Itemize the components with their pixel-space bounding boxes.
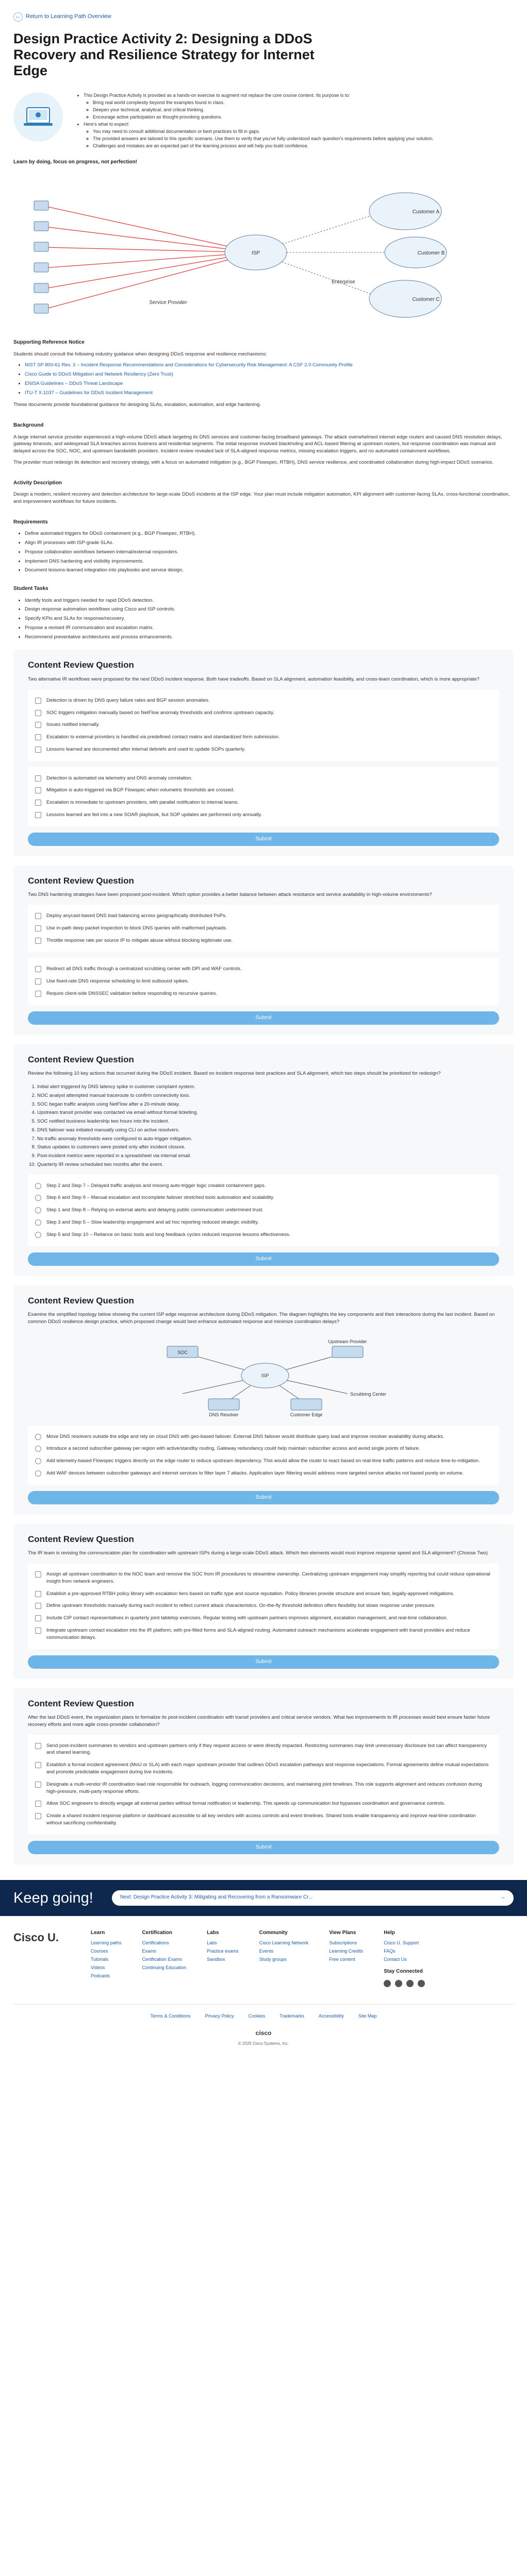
footer xyxy=(0,1916,527,2067)
option-label: Step 1 and Step 8 – Relying on external alerts and delaying public communication undermined trust. xyxy=(46,1207,264,1213)
background-title: Background xyxy=(13,422,44,429)
answer-option[interactable] xyxy=(35,809,492,821)
footer-link[interactable]: Events xyxy=(259,1948,274,1954)
submit-button[interactable]: Submit xyxy=(28,833,499,846)
legal-link[interactable]: Site Map xyxy=(358,2013,377,2019)
step-item: 1. Initial alert triggered by DNS latency spike in customer complaint system. xyxy=(37,1083,499,1091)
question-title: Content Review Question xyxy=(28,660,134,670)
submit-button[interactable]: Submit xyxy=(28,1252,499,1266)
social-icon[interactable] xyxy=(384,1980,391,1987)
option-label: Assign all upstream coordination to the NOC team and remove the SOC from IR procedures to streamline ownership. Centralizing upstream engagement may simplify reporting but could reduce operational insight from network engineers. xyxy=(46,1571,490,1584)
diagram-label: Upstream Provider xyxy=(328,1338,367,1344)
checkbox[interactable] xyxy=(35,800,41,806)
answer-option[interactable] xyxy=(35,694,492,707)
question-text: Examine the simplified topology below showing the current ISP edge response architecture during DDoS mitigation. The diagram highlights the key components and their interactions during the last incident. Based on common DDoS resilience design practice, which proposed change would best enhance automated response and minimize coordination delays? xyxy=(28,1312,495,1325)
diagram-label: Customer B xyxy=(417,250,445,257)
answer-option[interactable] xyxy=(35,1455,492,1467)
step-item: 4. Upstream transit provider was contacted via email without formal ticketing. xyxy=(37,1109,499,1116)
answer-option[interactable] xyxy=(35,963,492,975)
option-group xyxy=(28,958,499,1005)
intro-bullet: ◦ The provided answers are tailored to this specific scenario. Use them to verify that you've fully understood each question's requirements before applying your solution. xyxy=(93,135,434,142)
intro-bullet: • Here's what to expect: xyxy=(84,121,434,128)
copyright: © 2025 Cisco Systems, Inc. xyxy=(238,2041,289,2046)
back-link[interactable] xyxy=(0,0,527,31)
intro-bullet: • This Design Practice Activity is provided as a hands-on exercise to augment not replace the core course content. Its purpose is to: xyxy=(84,92,434,99)
footer-link[interactable]: Continuing Education xyxy=(142,1965,187,1971)
checkbox[interactable] xyxy=(35,1743,41,1749)
option-label: Step 5 and Step 10 – Reliance on basic tools and long feedback cycles reduced response lessons effectiveness. xyxy=(46,1231,291,1238)
question-text: Review the following 10 key actions that occurred during the DDoS incident. Based on incident response best practices and SLA alignment, which two steps should be prioritized for redesign? xyxy=(28,1071,441,1077)
option-label: Issues notified internally. xyxy=(46,722,100,728)
requirement-item: • Implement DNS hardening and visibility improvements. xyxy=(25,558,514,565)
footer-link[interactable]: Cisco Learning Network xyxy=(259,1940,309,1946)
intro xyxy=(0,79,527,150)
option-group xyxy=(28,1563,499,1649)
checkbox[interactable] xyxy=(35,1801,41,1807)
legal-link[interactable]: Trademarks xyxy=(279,2013,304,2019)
checkbox[interactable] xyxy=(35,1813,41,1819)
step-item: 10. Quarterly IR review scheduled two months after the event. xyxy=(37,1161,499,1168)
footer-link[interactable]: Free content xyxy=(329,1957,355,1962)
intro-text xyxy=(74,92,434,150)
answer-option[interactable] xyxy=(35,1443,492,1455)
footer-link[interactable]: FAQs xyxy=(384,1948,396,1954)
submit-button[interactable]: Submit xyxy=(28,1491,499,1504)
network-diagram xyxy=(13,175,514,330)
submit-button[interactable]: Submit xyxy=(28,1011,499,1025)
social-icon[interactable] xyxy=(418,1980,425,1987)
answer-option[interactable] xyxy=(35,1192,492,1204)
option-label: Add telemetry-based Flowspec triggers directly on the edge router to reduce upstream dependency. This would allow the router to react based on real-time traffic patterns and reduce time-to-mitigation. xyxy=(46,1458,480,1464)
activity-text: Design a modern, resilient recovery and detection architecture for large-scale DDoS incidents at the ISP edge. Your plan must include mitigation automation, KPI alignment with customer-facing SLAs, cross-functional coordination, and improvement workflows for future incidents. xyxy=(13,492,510,504)
checkbox[interactable] xyxy=(35,1762,41,1768)
checkbox[interactable] xyxy=(35,913,41,919)
intro-bullet: ◦ Bring real world complexity beyond the examples found in class. xyxy=(93,99,434,106)
footer-link[interactable]: Courses xyxy=(91,1948,108,1954)
task-item: • Identify tools and triggers needed for rapid DDoS detection. xyxy=(25,597,514,604)
diagram-label: Service Provider xyxy=(149,300,187,306)
question-title: Content Review Question xyxy=(28,1698,134,1708)
diagram-label: SOC xyxy=(177,1349,188,1355)
legal-link[interactable]: Privacy Policy xyxy=(205,2013,234,2019)
question-title: Content Review Question xyxy=(28,875,134,886)
reference-title: Supporting Reference Notice xyxy=(13,340,85,346)
answer-option[interactable] xyxy=(35,743,492,756)
requirement-item: • Document lessons-learned integration into playbooks and service design. xyxy=(25,567,514,574)
option-label: Detection is driven by DNS query failure rates and BGP session anomalies. xyxy=(46,697,210,703)
option-group xyxy=(28,767,499,826)
footer-link[interactable]: Sandbox xyxy=(207,1957,225,1962)
footer-column-title: Labs xyxy=(207,1929,219,1936)
reference-text: Students should consult the following industry guidance when designing DDoS response and resilience mechanisms: xyxy=(13,351,267,357)
activity-section xyxy=(0,470,527,505)
footer-link[interactable]: Certification Exams xyxy=(142,1957,183,1962)
reference-link[interactable]: Cisco Guide to DDoS Mitigation and Network Resiliency (Zero Trust) xyxy=(25,371,173,378)
question-card xyxy=(13,866,514,1035)
question-text: Two DNS hardening strategies have been proposed post-incident. Which option provides a better balance between attack resistance and service availability in high-volume environments? xyxy=(28,892,432,898)
footer-link[interactable]: Learning paths xyxy=(91,1940,122,1946)
diagram-label: Customer A xyxy=(412,209,440,215)
keep-going-banner xyxy=(0,1880,527,1916)
option-label: Use fixed-rate DNS response scheduling to limit outbound spikes. xyxy=(46,978,189,985)
option-label: Define upstream thresholds manually during each incident to reflect current attack characteristics. On-the-fly threshold definition offers flexibility but slows response under pressure. xyxy=(46,1603,436,1609)
footer-column-title: Community xyxy=(259,1929,288,1936)
checkbox[interactable] xyxy=(35,1615,41,1621)
legal-link[interactable]: Cookies xyxy=(248,2013,266,2019)
option-label: Introduce a second subscriber gateway per region with active/standby routing. Gateway redundancy could help maintain subscriber access and avoid single points of failure. xyxy=(46,1446,420,1452)
submit-button[interactable]: Submit xyxy=(28,1841,499,1854)
question-text: After the last DDoS event, the organization plans to formalize its post-incident coordination with transit providers and critical service vendors. What two improvements to IR processes would best ensure faster future recovery efforts and more agile cross-provider collaboration? xyxy=(28,1715,490,1727)
answer-option[interactable] xyxy=(35,1624,492,1644)
option-label: Designate a multi-vendor IR coordination lead role responsible for outreach, logging communication decisions, and maintaining joint timelines. This role supports alignment and reduces confusion during high-pressure, multi-party response efforts. xyxy=(46,1781,482,1794)
checkbox[interactable] xyxy=(35,710,41,716)
option-label: Use in-path deep packet inspection to block DNS queries with malformed payloads. xyxy=(46,925,227,931)
checkbox[interactable] xyxy=(35,698,41,704)
option-label: Add WAF devices between subscriber gateways and internet services to filter layer 7 attacks. Application layer filtering would address more targeted service attacks not based purely on volume. xyxy=(46,1470,464,1477)
reference-section xyxy=(0,330,527,409)
answer-option[interactable] xyxy=(35,922,492,935)
radio-button[interactable] xyxy=(35,1183,41,1189)
diagram-label: Customer Edge xyxy=(290,1412,323,1417)
option-label: Establish a formal incident agreement (MoU or SLA) with each major upstream provider that outlines DDoS escalation pathways and response expectations. Formal agreements define mutual expectations and promote predictable engagement during live incidents. xyxy=(46,1762,489,1775)
question-text: The IR team is revising the communication plan for coordination with upstream ISPs during a large-scale DDoS attack. Which two elements would most improve response speed and SLA alignment? (Choose Two) xyxy=(28,1550,488,1556)
footer-link[interactable]: Learning Credits xyxy=(329,1948,364,1954)
arrow-left-icon: ← xyxy=(13,12,23,22)
option-label: Lessons learned are fed into a new SOAR playbook, but SOP updates are performed only annually. xyxy=(46,811,262,818)
option-label: Move DNS resolvers outside the edge and rely on cloud DNS with geo-based failover. External DNS failover would distribute query load and improve resolver availability during attacks. xyxy=(46,1433,444,1439)
intro-bullet: ◦ Challenges and mistakes are an expected part of the learning process and will help you build confidence. xyxy=(93,143,434,149)
checkbox[interactable] xyxy=(35,991,41,997)
option-group xyxy=(28,1426,499,1485)
requirements-title: Requirements xyxy=(13,519,48,525)
checkbox[interactable] xyxy=(35,1571,41,1578)
checkbox[interactable] xyxy=(35,1603,41,1609)
question-text: Two alternative IR workflows were proposed for the next DDoS incident response. Both have tradeoffs. Based on SLA alignment, automation feasibility, and cross-team coordination, which is more appropriate? xyxy=(28,676,480,682)
step-item: 6. DNS failover was initiated manually using CLI on active resolvers. xyxy=(37,1127,499,1134)
checkbox[interactable] xyxy=(35,747,41,753)
footer-link[interactable]: Tutorials xyxy=(91,1957,109,1962)
social-icon[interactable] xyxy=(395,1980,402,1987)
answer-option[interactable] xyxy=(35,1180,492,1192)
radio-button[interactable] xyxy=(35,1446,41,1452)
answer-option[interactable] xyxy=(35,1759,492,1778)
intro-bullet: ◦ You may need to consult additional documentation or best practices to fill in gaps. xyxy=(93,128,434,135)
answer-option[interactable] xyxy=(35,784,492,796)
requirement-item: • Define automated triggers for DDoS containment (e.g., BGP Flowspec, RTBH). xyxy=(25,530,514,537)
task-item: • Specify KPIs and SLAs for response/recovery. xyxy=(25,615,514,622)
footer-column xyxy=(142,1929,187,1989)
option-label: SOC triggers mitigation manually based on NetFlow anomaly thresholds and confirms upstream capacity. xyxy=(46,709,274,716)
background-section xyxy=(0,413,527,466)
task-item: • Design response automation workflows using Cisco and ISP controls. xyxy=(25,606,514,613)
answer-option[interactable] xyxy=(35,1778,492,1798)
option-label: Throttle response rate per source IP to mitigate abuse without blocking legitimate use. xyxy=(46,937,233,943)
intro-bullet: ◦ Encourage active participation as thought-provoking questions. xyxy=(93,114,434,121)
footer-link[interactable]: Subscriptions xyxy=(329,1940,357,1946)
checkbox[interactable] xyxy=(35,978,41,985)
learn-tagline: Learn by doing, focus on progress, not perfection! xyxy=(13,159,138,165)
step-item: 5. SOC notified business leadership two hours into the incident. xyxy=(37,1118,499,1125)
option-label: Redirect all DNS traffic through a centralized scrubbing center with DPI and WAF controls. xyxy=(46,966,242,972)
option-label: Establish a pre-approved RTBH policy library with escalation tiers based on traffic type and source reputation. Policy libraries provide structure and ensure fast, legally-approved mitigations. xyxy=(46,1590,455,1597)
footer-link[interactable]: Study groups xyxy=(259,1957,287,1962)
answer-option[interactable] xyxy=(35,975,492,988)
legal-link[interactable]: Accessibility xyxy=(318,2013,344,2019)
reference-link[interactable]: ITU-T X.1037 – Guidelines for DDoS Incident Management xyxy=(25,389,153,396)
step-item: 3. SOC began traffic analysis using NetFlow after a 20-minute delay. xyxy=(37,1101,499,1108)
page-title: Design Practice Activity 2: Designing a DDoS Recovery and Resilience Strategy for Internet Edge xyxy=(13,31,315,79)
footer-column-title: View Plans xyxy=(329,1929,356,1936)
footer-link[interactable]: Certifications xyxy=(142,1940,169,1946)
option-group xyxy=(28,1735,499,1835)
reference-link[interactable]: NIST SP 800-61 Rev. 3 – Incident Response Recommendations and Considerations for Cybersecurity Risk Management: A CSF 2.0 Community Profile xyxy=(25,362,353,368)
footer-link[interactable]: Podcasts xyxy=(91,1973,110,1979)
answer-option[interactable] xyxy=(35,988,492,1000)
footer-link[interactable]: Videos xyxy=(91,1965,105,1971)
option-label: Integrate upstream contact escalation into the IR platform, with pre-filled forms and SLA-aligned routing. Automated outreach mechanisms accelerate engagement with transit providers and reduce communication delays. xyxy=(46,1628,470,1640)
social-title: Stay Connected xyxy=(384,1969,423,1975)
radio-button[interactable] xyxy=(35,1458,41,1464)
option-label: Escalation is immediate to upstream providers, with parallel notification to internal teams. xyxy=(46,800,239,806)
answer-option[interactable] xyxy=(35,731,492,743)
answer-option[interactable] xyxy=(35,1229,492,1241)
option-label: Step 6 and Step 9 – Manual escalation and incomplete failover stretched tools automation and scalability. xyxy=(46,1195,274,1201)
diagram-label: ISP xyxy=(251,250,260,257)
radio-button[interactable] xyxy=(35,1470,41,1477)
footer-link[interactable]: Contact Us xyxy=(384,1957,407,1962)
answer-option[interactable] xyxy=(35,719,492,731)
footer-column-title: Help xyxy=(384,1929,395,1936)
radio-button[interactable] xyxy=(35,1207,41,1213)
answer-option[interactable] xyxy=(35,1600,492,1612)
footer-column xyxy=(384,1929,425,1989)
option-group xyxy=(28,1175,499,1246)
option-label: Allow SOC engineers to directly engage all external parties without formal notification or leadership. This speeds up communication but bypasses coordination and governance controls. xyxy=(46,1801,446,1807)
requirements-section xyxy=(0,510,527,574)
question-card xyxy=(13,650,514,856)
option-label: Escalation to external providers is handled via predefined contact matrix and standardized form submission. xyxy=(46,734,280,740)
answer-option[interactable] xyxy=(35,935,492,947)
next-activity-label: Next: Design Practice Activity 3: Mitigating and Recovering from a Ransomware Cr... xyxy=(120,1894,313,1901)
checkbox[interactable] xyxy=(35,938,41,944)
answer-option[interactable] xyxy=(35,772,492,785)
legal-link[interactable]: Terms & Conditions xyxy=(150,2013,191,2019)
topology-diagram xyxy=(28,1332,499,1419)
option-label: Detection is automated via telemetry and DNS anomaly correlation. xyxy=(46,775,193,781)
requirement-item: • Propose collaboration workflows between internal/external responders. xyxy=(25,549,514,556)
option-group xyxy=(28,905,499,952)
step-item: 9. Post-incident metrics were reported in a spreadsheet via internal email. xyxy=(37,1153,499,1160)
footer-link[interactable]: Labs xyxy=(207,1940,217,1946)
diagram-label: DNS Resolver xyxy=(209,1412,239,1417)
arrow-right-icon: → xyxy=(500,1894,505,1901)
footer-column-title: Certification xyxy=(142,1929,172,1936)
footer-legal-links xyxy=(13,2004,514,2020)
answer-option[interactable] xyxy=(35,1431,492,1443)
footer-logo[interactable]: Cisco U. xyxy=(13,1930,59,1944)
step-item: 7. No traffic anomaly thresholds were configured to auto-trigger mitigation. xyxy=(37,1136,499,1143)
answer-option[interactable] xyxy=(35,1740,492,1759)
task-item: • Recommend preventative architectures and process enhancements. xyxy=(25,634,514,641)
footer-column xyxy=(259,1929,309,1989)
checkbox[interactable] xyxy=(35,734,41,740)
question-title: Content Review Question xyxy=(28,1534,134,1544)
step-item: 2. NOC analyst attempted manual traceroute to confirm connectivity loss. xyxy=(37,1092,499,1099)
checkbox[interactable] xyxy=(35,1591,41,1597)
intro-illustration xyxy=(13,92,63,142)
answer-option[interactable] xyxy=(35,1568,492,1588)
background-text: A large internet service provider experienced a high-volume DDoS attack targeting its DNS services and customer-facing broadband gateways. The attack overwhelmed internet edge routers and caused DNS resolution delays, gateway timeouts, and widespread SLA breaches across business and residential segments. The initial response involved blackholing and ACL-based filtering at upstream routers, but response coordination was manual and delayed across the SOC, NOC, and upstream bandwidth providers. Incident review revealed lack of SLA-aligned response metrics, missing escalation triggers, and no automated containment workflows. xyxy=(13,434,502,454)
submit-button[interactable]: Submit xyxy=(28,1655,499,1669)
option-label: Step 3 and Step 5 – Slow leadership engagement and ad hoc reporting reduced strategic visibility. xyxy=(46,1219,259,1226)
question-title: Content Review Question xyxy=(28,1054,134,1064)
answer-option[interactable] xyxy=(35,796,492,809)
footer-column-title: Learn xyxy=(91,1929,105,1936)
diagram-label: Enterprise xyxy=(332,279,355,285)
answer-option[interactable] xyxy=(35,1467,492,1480)
question-card xyxy=(13,1285,514,1515)
background-text-2: The provider must redesign its detection and recovery strategy, with a focus on automated mitigation (e.g., BGP Flowspec, RTBH), DNS service resilience, and coordinated collaboration during high-impact DDoS scenarios. xyxy=(13,459,493,465)
question-card xyxy=(13,1044,514,1276)
requirement-item: • Align IR processes with ISP-grade SLAs. xyxy=(25,539,514,547)
radio-button[interactable] xyxy=(35,1434,41,1440)
keep-going-label: Keep going! xyxy=(13,1889,93,1906)
step-item: 8. Status updates to customers were posted only after incident closure. xyxy=(37,1144,499,1151)
footer-column xyxy=(91,1929,122,1989)
answer-option[interactable] xyxy=(35,1798,492,1810)
next-activity-button[interactable] xyxy=(112,1890,514,1906)
footer-column xyxy=(207,1929,239,1989)
footer-link[interactable]: Cisco U. Support xyxy=(384,1940,419,1946)
question-card xyxy=(13,1524,514,1679)
checkbox[interactable] xyxy=(35,925,41,931)
radio-button[interactable] xyxy=(35,1232,41,1238)
option-label: Create a shared incident response platform or dashboard accessible to all key vendors with access controls and event timelines. Shared tools enable transparency and improve real-time coordination without sacrificing confidentiality. xyxy=(46,1813,476,1826)
reference-link[interactable]: ENISA Guidelines – DDoS Threat Landscape xyxy=(25,380,123,386)
checkbox[interactable] xyxy=(35,775,41,782)
option-label: Deploy anycast-based DNS load balancing across geographically distributed PoPs. xyxy=(46,913,227,919)
footer-column xyxy=(329,1929,363,1989)
checkbox[interactable] xyxy=(35,966,41,972)
social-links xyxy=(384,1980,425,1987)
option-label: Mitigation is auto-triggered via BGP Flowspec when volumetric thresholds are crossed. xyxy=(46,787,235,793)
checkbox[interactable] xyxy=(35,722,41,728)
social-icon[interactable] xyxy=(406,1980,414,1987)
tasks-title: Student Tasks xyxy=(13,586,48,592)
activity-title: Activity Description xyxy=(13,480,62,486)
intro-bullet: ◦ Deepen your technical, analytical, and critical thinking. xyxy=(93,107,434,113)
checkbox[interactable] xyxy=(35,1628,41,1634)
option-group xyxy=(28,689,499,761)
option-label: Lessons learned are documented after internal debriefs and used to update SOPs quarterly. xyxy=(46,746,245,752)
option-label: Require client-side DNSSEC validation before responding to recursive queries. xyxy=(46,990,218,996)
answer-option[interactable] xyxy=(35,910,492,922)
checkbox[interactable] xyxy=(35,812,41,818)
answer-option[interactable] xyxy=(35,1204,492,1216)
question-title: Content Review Question xyxy=(28,1295,134,1306)
cisco-logo: cisco xyxy=(255,2029,272,2037)
incident-steps xyxy=(28,1083,499,1168)
diagram-label: Scrubbing Center xyxy=(350,1391,387,1397)
footer-link[interactable]: Practice exams xyxy=(207,1948,239,1954)
answer-option[interactable] xyxy=(35,707,492,719)
answer-option[interactable] xyxy=(35,1216,492,1229)
radio-button[interactable] xyxy=(35,1195,41,1201)
back-link-label[interactable]: Return to Learning Path Overview xyxy=(26,13,111,20)
answer-option[interactable] xyxy=(35,1612,492,1624)
option-label: Include CIP contact representatives in quarterly joint tabletop exercises. Regular testing with upstream partners improves alignment, escalation management, and real-time collaboration. xyxy=(46,1615,448,1621)
diagram-label: Customer C xyxy=(412,297,440,303)
reference-footer: These documents provide foundational guidance for designing SLAs, escalation, automation, and edge hardening. xyxy=(13,402,261,408)
answer-option[interactable] xyxy=(35,1810,492,1829)
answer-option[interactable] xyxy=(35,1588,492,1600)
task-item: • Propose a revised IR communication and escalation matrix. xyxy=(25,624,514,632)
question-card xyxy=(13,1688,514,1865)
checkbox[interactable] xyxy=(35,1782,41,1788)
footer-link[interactable]: Exams xyxy=(142,1948,157,1954)
radio-button[interactable] xyxy=(35,1219,41,1226)
option-label: Send post-incident summaries to vendors and upstream partners only if they request access or were directly impacted. Restricting summaries may limit unnecessary disclosure but can affect transparency and shared learning. xyxy=(46,1742,487,1756)
tasks-section xyxy=(0,576,527,640)
option-label: Step 2 and Step 7 – Delayed traffic analysis and missing auto-trigger logic created containment gaps. xyxy=(46,1182,266,1189)
diagram-label: ISP xyxy=(261,1372,269,1378)
checkbox[interactable] xyxy=(35,787,41,793)
